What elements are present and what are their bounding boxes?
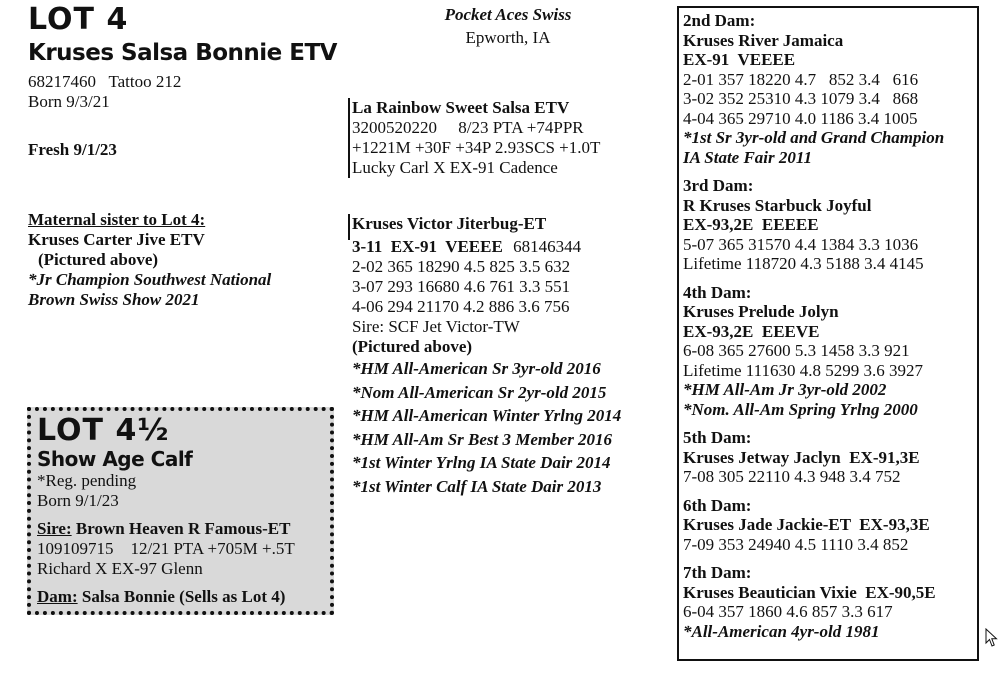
ancestor-name: Kruses Beautician Vixie EX-90,5E (683, 582, 936, 602)
dam-award: *1st Winter Calf IA State Dair 2013 (352, 476, 602, 496)
ancestor-dam (683, 176, 973, 274)
farm-location: Epworth, IA (465, 28, 551, 47)
ancestor-name: Kruses River Jamaica (683, 30, 844, 50)
dam-score-classification: 3-11 EX-91 VEEEE (352, 237, 503, 256)
mouse-cursor-icon (985, 628, 999, 648)
ancestor-name: Kruses Jade Jackie-ET EX-93,3E (683, 515, 930, 534)
maternal-sister-award: *Jr Champion Southwest National (28, 270, 272, 289)
calf-sire-label: Sire: (37, 519, 72, 538)
dam-award: *1st Winter Yrlng IA State Dair 2014 (352, 453, 611, 472)
sire-pedigree: Lucky Carl X EX-91 Cadence (352, 158, 558, 177)
ancestor-dam (683, 283, 973, 420)
birth-date: Born 9/3/21 (28, 92, 110, 111)
sire-info: 3200520220 8/23 PTA +74PPR (352, 118, 584, 137)
calf-sire-pedigree: Richard X EX-97 Glenn (37, 559, 203, 578)
dam-award: *HM All-American Winter Yrlng 2014 (352, 406, 622, 425)
calf-birth-date: Born 9/1/23 (37, 491, 119, 510)
calf-sire (37, 519, 324, 539)
ancestor-heading: 3rd Dam: (683, 176, 754, 195)
ancestor-dam (683, 11, 973, 167)
calf-dam-text: Salsa Bonnie (Sells as Lot 4) (81, 587, 286, 606)
dam-award: *HM All-Am Sr Best 3 Member 2016 (352, 429, 613, 449)
ancestor-record: 2-01 357 18220 4.7 852 3.4 616 (683, 69, 919, 89)
ancestor-score: EX-93,2E EEEVE (683, 321, 820, 341)
ancestor-award: *1st Sr 3yr-old and Grand Champion (683, 128, 945, 147)
calf-sire-name: Brown Heaven R Famous-ET (75, 519, 291, 538)
sire-section (348, 98, 600, 178)
dam-registration: 68146344 (513, 237, 582, 256)
ancestor-name: Kruses Jetway Jaclyn EX-91,3E (683, 447, 920, 467)
ancestor-heading: 6th Dam: (683, 495, 752, 515)
ancestor-record: 7-08 305 22110 4.3 948 3.4 752 (683, 467, 901, 486)
maternal-sister-heading: Maternal sister to Lot 4: (28, 210, 206, 229)
calf-lot-box (27, 407, 334, 615)
calf-title: Show Age Calf (37, 447, 193, 471)
dam-pictured: (Pictured above) (352, 337, 473, 356)
calf-sire-info: 109109715 12/21 PTA +705M +.5T (37, 539, 295, 558)
dam-record: 2-02 365 18290 4.5 825 3.5 632 (352, 257, 571, 276)
cow-name: Kruses Salsa Bonnie ETV (28, 40, 337, 66)
calf-registration: *Reg. pending (37, 471, 137, 490)
ancestor-score: EX-91 VEEEE (683, 50, 796, 69)
ancestor-heading: 5th Dam: (683, 428, 752, 447)
ancestor-award: IA State Fair 2011 (683, 147, 812, 167)
ancestor-heading: 4th Dam: (683, 282, 752, 302)
ancestor-record: 7-09 353 24940 4.5 1110 3.4 852 (683, 534, 909, 554)
dam-sire: Sire: SCF Jet Victor-TW (352, 317, 520, 336)
ancestor-award: *Nom. All-Am Spring Yrlng 2000 (683, 399, 918, 419)
maternal-sister-section (28, 210, 271, 310)
maternal-sister-name: Kruses Carter Jive ETV (28, 230, 205, 249)
sire-name: La Rainbow Sweet Salsa ETV (352, 98, 570, 117)
registration-tattoo: 68217460 Tattoo 212 (28, 72, 182, 91)
ancestor-score: EX-93,2E EEEEE (683, 215, 819, 234)
ancestor-dam (683, 496, 973, 555)
dam-record: 4-06 294 21170 4.2 886 3.6 756 (352, 297, 570, 316)
ancestor-award: *All-American 4yr-old 1981 (683, 621, 880, 641)
ancestor-record: Lifetime 118720 4.3 5188 3.4 4145 (683, 254, 924, 273)
ancestor-name: Kruses Prelude Jolyn (683, 302, 839, 321)
calf-dam (37, 587, 324, 607)
maternal-sister-pictured: (Pictured above) (38, 250, 159, 269)
ancestor-record: 5-07 365 31570 4.4 1384 3.3 1036 (683, 234, 919, 254)
farm-name: Pocket Aces Swiss (444, 5, 572, 24)
ancestor-dam (683, 563, 973, 641)
dam-award: *HM All-American Sr 3yr-old 2016 (352, 359, 601, 378)
sire-proof: +1221M +30F +34P 2.93SCS +1.0T (352, 138, 601, 157)
ancestors-box (677, 6, 979, 661)
dam-name: Kruses Victor Jiterbug-ET (352, 214, 547, 233)
maternal-sister-award: Brown Swiss Show 2021 (28, 290, 200, 309)
dam-award: *Nom All-American Sr 2yr-old 2015 (352, 382, 607, 402)
dam-section (348, 214, 621, 498)
dam-record: 3-07 293 16680 4.6 761 3.3 551 (352, 277, 571, 296)
ancestor-heading: 2nd Dam: (683, 11, 756, 30)
ancestor-dam (683, 428, 973, 487)
calf-lot-title: LOT 4½ (37, 413, 170, 448)
ancestor-record: 3-02 352 25310 4.3 1079 3.4 868 (683, 89, 919, 108)
ancestor-record: 4-04 365 29710 4.0 1186 3.4 1005 (683, 108, 918, 128)
lot-title: LOT 4 (28, 2, 129, 37)
dam-awards (352, 357, 621, 498)
ancestor-heading: 7th Dam: (683, 563, 752, 582)
calf-dam-label: Dam: (37, 587, 78, 606)
ancestor-award: *HM All-Am Jr 3yr-old 2002 (683, 380, 887, 399)
ancestor-record: Lifetime 111630 4.8 5299 3.6 3927 (683, 360, 924, 380)
ancestor-name: R Kruses Starbuck Joyful (683, 195, 872, 215)
dam-records (352, 257, 621, 317)
ancestor-record: 6-08 365 27600 5.3 1458 3.3 921 (683, 341, 910, 360)
fresh-date: Fresh 9/1/23 (28, 140, 117, 159)
dam-score (352, 237, 621, 257)
ancestor-record: 6-04 357 1860 4.6 857 3.3 617 (683, 602, 893, 621)
